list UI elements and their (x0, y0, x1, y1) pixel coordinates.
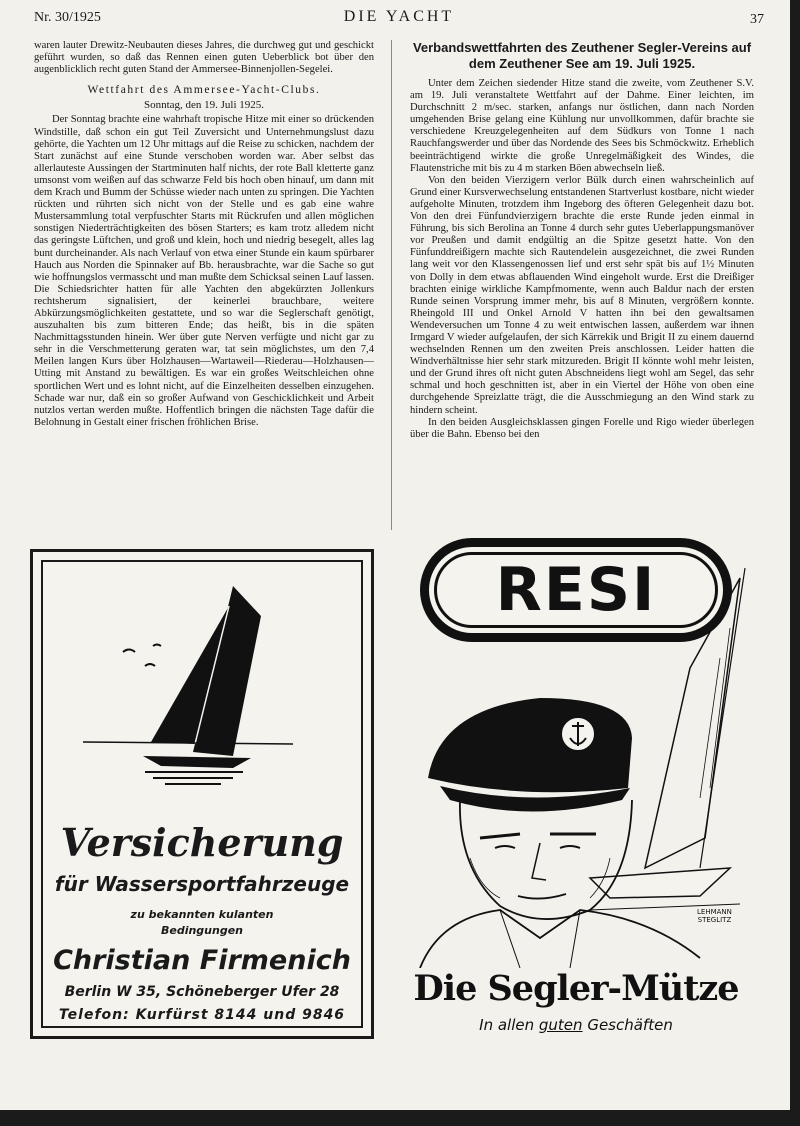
page-header (34, 8, 764, 30)
ad-subline: für Wassersportfahrzeuge (54, 872, 350, 896)
artist-signature: LEHMANN STEGLITZ (697, 908, 732, 924)
product-name: Die Segler-Mütze (413, 968, 739, 1009)
left-column (34, 40, 374, 429)
company-address: Berlin W 35, Schöneberger Ufer 28 (64, 984, 340, 1000)
company-name: Christian Firmenich (53, 945, 351, 976)
journal-title: DIE YACHT (343, 8, 455, 25)
body-paragraph: Von den beiden Vierzigern verlor Bülk durch einen wahrscheinlich auf Grund einer Kursverwechselung entstandenen Startverlust kostbare, nicht wieder aufgeholte Minuten, trotzdem ihm Ingeborg des öfteren Gelegenheit dazu bot. Von den drei Fünfundvierzigern brachte die erste Runde jeden einmal in Führung, bis sich Berolina an Tonne 4 durch sehr gutes Ueberlappungsmanöver vor Preußen und damit endgültig an die Spitze gesetzt hatte. Von den Fünfunddreißigern machte sich Rautendelein ausgezeichnet, die zwei Runden lang weit vor den Klassengenossen lief und erst sehr spät bis auf 1½ Minuten von Dolly in dem etwas abflauenden Wind eingeholt wurde. Erst die Dreißiger brachten einige wirkliche Kampfmomente, wenn auch Baldur nach der ersten Runde seinen Vorsprung immer mehr, bis auf 8 Minuten, vergrößern konnte. Rheingold III und Onkel Arnold V hatten ihn bei den gewaltsamen Wendeversuchen um Tonne 4 zu weit entwischen lassen, außerdem war ihnen Irmgard V wieder aufgelaufen, der sich Kärrekik und Brigit II zu einem dauernd wechselnden Rennen um den zweiten Preis anschlossen. Leider hatten die Windverhältnisse hier sehr stark mitzureden. Brigit II könnte wohl mehr leisten, und der Grund ihres oft nicht guten Abschneidens liegt wohl am Segel, das sehr schmal und hoch geschnitten ist, aber in ein Viertel der Höhe von oben eine durchgehende Spreizlatte trägt, die die Ausschmiegung an den Wind stark zu hindern scheint. (410, 174, 754, 416)
section-heading: Wettfahrt des Ammersee-Yacht-Clubs. (87, 84, 321, 97)
resi-logo (420, 538, 732, 642)
column-divider (391, 40, 392, 530)
insurance-advertisement (30, 549, 374, 1039)
page-edge (790, 0, 800, 1126)
ad-tagline: In allen guten Geschäften (479, 1016, 673, 1034)
resi-advertisement (400, 538, 780, 1043)
ad-headline: Versicherung (60, 820, 344, 865)
page-number: 37 (750, 12, 764, 27)
intro-paragraph: waren lauter Drewitz-Neubauten dieses Jahres, die durchweg gut und geschickt geführt wurden, so daß das Rennen einen guten Ueberblick bot über den augenblicklich recht guten Stand der Ammersee-Binnenjollen-Segelei. (34, 40, 374, 76)
ad-conditions: Bedingungen (160, 924, 244, 937)
article-heading: Verbandswettfahrten des Zeuthener Segler-Vereins auf dem Zeuthener See am 19. Juli 1925. (412, 40, 752, 71)
right-column (410, 40, 754, 441)
bottom-edge (0, 1110, 800, 1126)
sailboat-illustration (83, 566, 313, 806)
body-paragraph: Unter dem Zeichen siedender Hitze stand die zweite, vom Zeuthener S.V. am 19. Juli veranstaltete Wettfahrt auf der Dahme. Einer leichten, im Durchschnitt 2 m/sec. starken, anfangs nur östlichen, dann nach Norden umgehenden Brise gelang eine Kühlung nur unvollkommen, dafür brachte sie verschiedene Kreuzgelegenheiten auf dem Südkurs von Tonne 1 nach Rauchfangswerder und über das Nordende des Sees bis Schmöckwitz. Erheblich beeinträchtigend wirkte die große Unregelmäßigkeit des Windes, die Flautenstriche mit bis zu 4 m starken Böen abwechseln ließ. (410, 78, 754, 174)
brand-name: RESI (495, 555, 657, 625)
issue-number: Nr. 30/1925 (34, 10, 101, 25)
ad-conditions: zu bekannten kulanten (130, 908, 274, 921)
body-paragraph: Der Sonntag brachte eine wahrhaft tropische Hitze mit einer so drückenden Windstille, daß schon ein gut Teil Zuversicht und Unternehmungslust dazu gehörte, die Yachten um 12 Uhr mittags auf die Reise zu schicken, nachdem der Start zunächst auf eine Stunde verschoben worden war. Aber selbst das allerlauteste Aussingen der Startminuten half nichts, der rote Ball kletterte ganz umsonst vom weißen auf das schwarze Feld bis hoch oben hinauf, um dann mit dem Krach und Bumm der Schüsse wieder nach unten zu springen. Die Yachten rückten und rührten sich nicht von der Stelle und es gab eine wahre Mustersammlung total verpfuschter Starts mit Rückrufen und allen möglichen sonstigen Niederträchtigkeiten des bösen Starters; es kam trotz alledem nicht das geringste Lüftchen, und groß und klein, hoch und niedrig besegelt, alles lag bunt durcheinander. Als nach Verlauf von etwa einer Stunde ein kaum spürbarer Hauch aus Norden die Spinnaker auf Bb. herausbrachte, war die Sache so gut wie hoffnungslos vermasscht und man mußte dem Schicksal seinen Lauf lassen. Die Schiedsrichter hatten für alle Yachten den abgekürzten Jollenkurs rechtsherum signalisiert, der keinerlei brauchbare, weitere Abkürzungsmöglichkeiten gestattete, und so war die Seglerschaft genötigt, auszuhalten bis zum bitteren Ende; das heißt, bis in die späten Nachmittagsstunden hinein. Wer über gute Nerven verfügte und nicht gar zu sehr in die Verschmetterung geraten war, tat sein möglichstes, um den 7,4 Meilen langen Kurs über Holzhausen—Wartaweil—Riederau—Holzhausen—Utting mit Anstand zu bewältigen. Es war ein großes Weitschleichen ohne sportlichen Wert und es lohnt nicht, auf die Einzelheiten desselben einzugehen. Schade war nur, daß ein so großer Aufwand von Geschicklichkeit und Arbeit nutzlos vertan werden mußte. Hoffentlich bringen die nächsten Tage dafür die Belohnung in Gestalt einer frischen fröhlichen Brise. (34, 114, 374, 428)
section-date: Sonntag, den 19. Juli 1925. (143, 99, 265, 112)
company-phone: Telefon: Kurfürst 8144 und 9846 (58, 1007, 346, 1023)
body-paragraph: In den beiden Ausgleichsklassen gingen Forelle und Rigo wieder überlegen über die Bahn. Ebenso bei den (410, 416, 754, 440)
